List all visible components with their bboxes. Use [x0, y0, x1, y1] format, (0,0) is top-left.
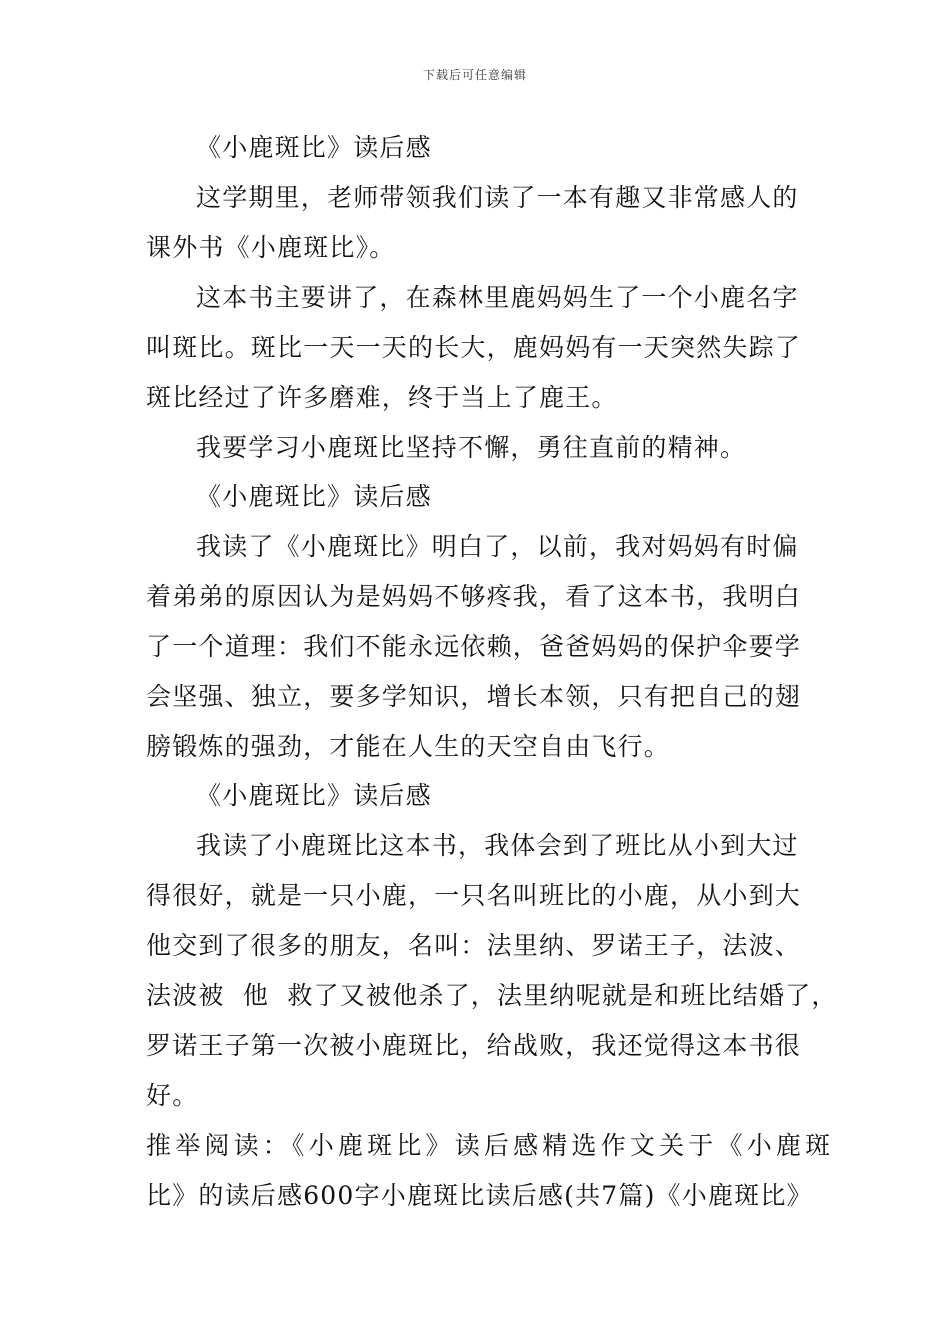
paragraph-line: 这学期里，老师带领我们读了一本有趣又非常感人的	[196, 183, 799, 212]
paragraph-line: 我要学习小鹿斑比坚持不懈，勇往直前的精神。	[196, 433, 747, 462]
header-note: 下载后可任意编辑	[422, 68, 527, 82]
paragraph-line: 他交到了很多的朋友，名叫：法里纳、罗诺王子，法波、	[146, 931, 802, 960]
recommended-reading-line: 推举阅读：《小鹿斑比》读后感精选作文关于《小鹿斑	[146, 1131, 835, 1160]
paragraph-line: 膀锻炼的强劲，才能在人生的天空自由飞行。	[146, 732, 671, 761]
paragraph-line: 得很好，就是一只小鹿，一只名叫班比的小鹿，从小到大	[146, 881, 802, 910]
paragraph-line: 了一个道理：我们不能永远依赖，爸爸妈妈的保护伞要学	[146, 632, 802, 661]
paragraph-line: 课外书《小鹿斑比》。	[146, 233, 396, 262]
paragraph-line: 我读了小鹿斑比这本书，我体会到了班比从小到大过	[196, 831, 799, 860]
paragraph-line: 好。	[146, 1081, 199, 1110]
essay-title-1: 《小鹿斑比》读后感	[196, 133, 432, 162]
paragraph-line: 这本书主要讲了，在森林里鹿妈妈生了一个小鹿名字	[196, 283, 799, 312]
essay-title-3: 《小鹿斑比》读后感	[196, 781, 432, 810]
paragraph-line: 法波被 他 救了又被他杀了，法里纳呢就是和班比结婚了，	[146, 981, 838, 1010]
paragraph-line: 叫斑比。斑比一天一天的长大，鹿妈妈有一天突然失踪了	[146, 333, 802, 362]
recommended-reading-line: 比》的读后感600字小鹿斑比读后感(共7篇)《小鹿斑比》	[146, 1181, 813, 1210]
paragraph-line: 会坚强、独立，要多学知识，增长本领，只有把自己的翅	[146, 682, 802, 711]
paragraph-line: 着弟弟的原因认为是妈妈不够疼我，看了这本书，我明白	[146, 582, 802, 611]
paragraph-line: 斑比经过了许多磨难，终于当上了鹿王。	[146, 383, 618, 412]
paragraph-line: 罗诺王子第一次被小鹿斑比，给战败，我还觉得这本书很	[146, 1031, 802, 1060]
paragraph-line: 我读了《小鹿斑比》明白了，以前，我对妈妈有时偏	[196, 532, 799, 561]
essay-title-2: 《小鹿斑比》读后感	[196, 482, 432, 511]
